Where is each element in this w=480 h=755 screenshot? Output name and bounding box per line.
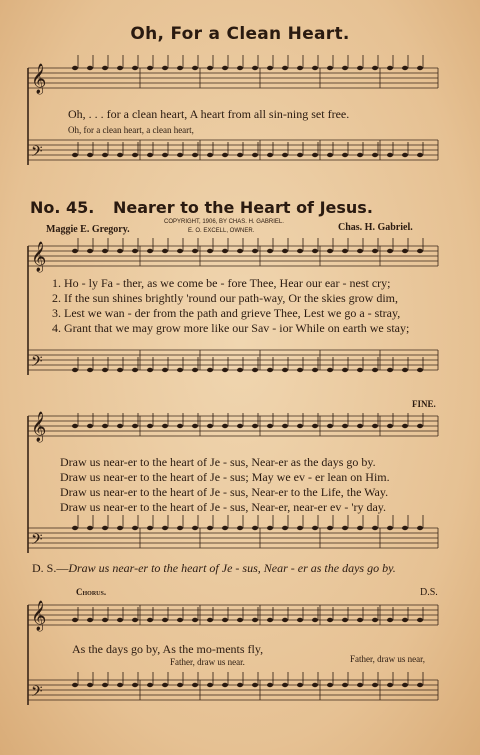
note-head: [357, 526, 363, 530]
note-head: [357, 249, 363, 253]
note-head: [87, 424, 93, 428]
note-head: [117, 683, 123, 687]
ds-mark: D.S.: [420, 587, 438, 598]
note-head: [327, 249, 333, 253]
ds-prefix: D. S.—: [32, 561, 69, 575]
treble-clef-icon: 𝄞: [31, 412, 47, 442]
note-head: [72, 526, 78, 530]
note-head: [417, 66, 423, 70]
note-head: [237, 683, 243, 687]
note-head: [207, 368, 213, 372]
hymn1-lyric-alt: Oh, for a clean heart, a clean heart,: [68, 125, 194, 135]
note-head: [357, 424, 363, 428]
note-head: [372, 249, 378, 253]
note-head: [177, 249, 183, 253]
refrain-line-3: Draw us near-er to the heart of Je - sus, Near-er to the Life, the Way.: [60, 485, 389, 499]
note-head: [222, 424, 228, 428]
note-head: [117, 153, 123, 157]
note-head: [252, 526, 258, 530]
note-head: [327, 526, 333, 530]
note-head: [342, 526, 348, 530]
note-head: [87, 683, 93, 687]
note-head: [102, 66, 108, 70]
bass-clef-icon: 𝄢: [31, 531, 43, 552]
note-head: [297, 249, 303, 253]
note-head: [132, 368, 138, 372]
note-head: [312, 153, 318, 157]
note-head: [267, 249, 273, 253]
note-head: [237, 618, 243, 622]
note-head: [147, 368, 153, 372]
note-head: [372, 683, 378, 687]
note-head: [282, 526, 288, 530]
note-head: [267, 153, 273, 157]
note-head: [402, 153, 408, 157]
note-head: [177, 368, 183, 372]
note-head: [72, 618, 78, 622]
note-head: [402, 66, 408, 70]
note-head: [267, 618, 273, 622]
note-head: [132, 153, 138, 157]
note-head: [387, 526, 393, 530]
note-head: [162, 153, 168, 157]
note-head: [192, 153, 198, 157]
note-head: [357, 618, 363, 622]
note-head: [252, 683, 258, 687]
note-head: [192, 526, 198, 530]
note-head: [252, 618, 258, 622]
copyright-line1: COPYRIGHT, 1906, BY CHAS. H. GABRIEL.: [164, 219, 284, 225]
note-head: [102, 526, 108, 530]
note-head: [87, 249, 93, 253]
note-head: [402, 368, 408, 372]
refrain-line-4: Draw us near-er to the heart of Je - sus, Near-er, near-er ev - 'ry day.: [60, 500, 387, 514]
refrain-line-2: Draw us near-er to the heart of Je - sus; May we ev - er lean on Him.: [60, 470, 390, 484]
note-head: [87, 368, 93, 372]
note-head: [372, 66, 378, 70]
verse-2: 2. If the sun shines brightly 'round our path-way, Or the skies grow dim,: [52, 291, 398, 305]
note-head: [162, 249, 168, 253]
note-head: [297, 618, 303, 622]
note-head: [222, 153, 228, 157]
hymn-number: No. 45.: [30, 198, 95, 217]
note-head: [267, 424, 273, 428]
note-head: [312, 618, 318, 622]
note-head: [387, 424, 393, 428]
note-head: [282, 153, 288, 157]
note-head: [282, 683, 288, 687]
note-head: [132, 526, 138, 530]
note-head: [207, 683, 213, 687]
note-head: [267, 66, 273, 70]
note-head: [132, 424, 138, 428]
composer: Chas. H. Gabriel.: [338, 222, 413, 233]
note-head: [282, 368, 288, 372]
ds-lyric: Draw us near-er to the heart of Je - sus, Near - er as the days go by.: [68, 561, 396, 575]
note-head: [297, 66, 303, 70]
note-head: [267, 526, 273, 530]
note-head: [417, 526, 423, 530]
note-head: [342, 153, 348, 157]
note-head: [222, 526, 228, 530]
note-head: [117, 368, 123, 372]
note-head: [192, 618, 198, 622]
note-head: [87, 153, 93, 157]
note-head: [342, 66, 348, 70]
note-head: [372, 526, 378, 530]
bass-clef-icon: 𝄢: [31, 683, 43, 704]
note-head: [147, 526, 153, 530]
note-head: [357, 683, 363, 687]
note-head: [147, 153, 153, 157]
note-head: [297, 368, 303, 372]
note-head: [177, 424, 183, 428]
note-head: [72, 66, 78, 70]
bass-clef-icon: 𝄢: [31, 353, 43, 374]
note-head: [252, 424, 258, 428]
note-head: [117, 526, 123, 530]
note-head: [132, 66, 138, 70]
note-head: [87, 526, 93, 530]
note-head: [327, 66, 333, 70]
note-head: [357, 66, 363, 70]
note-head: [177, 683, 183, 687]
note-head: [327, 368, 333, 372]
note-head: [207, 618, 213, 622]
note-head: [102, 618, 108, 622]
note-head: [102, 249, 108, 253]
note-head: [162, 424, 168, 428]
note-head: [132, 618, 138, 622]
note-head: [387, 66, 393, 70]
note-head: [342, 618, 348, 622]
note-head: [312, 368, 318, 372]
bass-clef-icon: 𝄢: [31, 143, 43, 164]
note-head: [327, 618, 333, 622]
note-head: [222, 249, 228, 253]
note-head: [297, 153, 303, 157]
note-head: [192, 66, 198, 70]
note-head: [237, 368, 243, 372]
note-head: [252, 249, 258, 253]
note-head: [192, 368, 198, 372]
note-head: [267, 683, 273, 687]
note-head: [342, 683, 348, 687]
hymn2-title: Nearer to the Heart of Jesus.: [113, 198, 373, 217]
author: Maggie E. Gregory.: [46, 224, 130, 235]
note-head: [342, 249, 348, 253]
note-head: [177, 66, 183, 70]
note-head: [402, 683, 408, 687]
note-head: [117, 66, 123, 70]
note-head: [417, 153, 423, 157]
note-head: [207, 249, 213, 253]
note-head: [387, 368, 393, 372]
note-head: [417, 424, 423, 428]
note-head: [162, 618, 168, 622]
note-head: [207, 66, 213, 70]
note-head: [387, 683, 393, 687]
note-head: [177, 526, 183, 530]
note-head: [372, 368, 378, 372]
note-head: [192, 683, 198, 687]
note-head: [312, 424, 318, 428]
note-head: [207, 526, 213, 530]
note-head: [162, 526, 168, 530]
note-head: [147, 683, 153, 687]
note-head: [222, 66, 228, 70]
note-head: [237, 526, 243, 530]
note-head: [147, 424, 153, 428]
note-head: [417, 618, 423, 622]
note-head: [162, 368, 168, 372]
treble-clef-icon: 𝄞: [31, 242, 47, 272]
verse-4: 4. Grant that we may grow more like our Sav - ior While on earth we stay;: [52, 321, 410, 335]
note-head: [297, 683, 303, 687]
note-head: [72, 368, 78, 372]
note-head: [387, 153, 393, 157]
note-head: [282, 618, 288, 622]
note-head: [417, 368, 423, 372]
chorus-line-2b: Father, draw us near,: [350, 654, 426, 664]
note-head: [387, 249, 393, 253]
note-head: [207, 153, 213, 157]
note-head: [147, 249, 153, 253]
note-head: [252, 368, 258, 372]
note-head: [177, 618, 183, 622]
note-head: [237, 424, 243, 428]
note-head: [312, 66, 318, 70]
note-head: [147, 618, 153, 622]
note-head: [117, 618, 123, 622]
note-head: [132, 683, 138, 687]
note-head: [342, 424, 348, 428]
note-head: [297, 526, 303, 530]
note-head: [237, 153, 243, 157]
note-head: [222, 368, 228, 372]
hymn1-lyric-main: Oh, . . . for a clean heart, A heart from all sin-ning set free.: [68, 107, 350, 121]
treble-clef-icon: 𝄞: [31, 601, 47, 631]
note-head: [72, 424, 78, 428]
note-head: [72, 683, 78, 687]
note-head: [312, 526, 318, 530]
note-head: [252, 153, 258, 157]
note-head: [222, 618, 228, 622]
note-head: [162, 66, 168, 70]
fine-mark: FINE.: [412, 399, 436, 409]
note-head: [342, 368, 348, 372]
treble-clef-icon: 𝄞: [31, 64, 47, 94]
note-head: [102, 424, 108, 428]
note-head: [147, 66, 153, 70]
verse-1: 1. Ho - ly Fa - ther, as we come be - fore Thee, Hear our ear - nest cry;: [52, 276, 391, 290]
note-head: [417, 683, 423, 687]
note-head: [402, 618, 408, 622]
chorus-line-1: As the days go by, As the mo-ments fly,: [72, 642, 264, 656]
note-head: [297, 424, 303, 428]
note-head: [387, 618, 393, 622]
note-head: [192, 424, 198, 428]
note-head: [327, 683, 333, 687]
note-head: [87, 618, 93, 622]
copyright-line2: E. O. EXCELL, OWNER.: [188, 228, 255, 234]
note-head: [222, 683, 228, 687]
note-head: [117, 424, 123, 428]
note-head: [282, 66, 288, 70]
refrain-line-1: Draw us near-er to the heart of Je - sus, Near-er as the days go by.: [60, 455, 376, 469]
note-head: [402, 249, 408, 253]
note-head: [267, 368, 273, 372]
note-head: [87, 66, 93, 70]
note-head: [402, 526, 408, 530]
note-head: [102, 153, 108, 157]
note-head: [72, 249, 78, 253]
chorus-label: Chorus.: [76, 587, 107, 597]
chorus-line-2a: Father, draw us near.: [170, 657, 245, 667]
note-head: [282, 249, 288, 253]
note-head: [207, 424, 213, 428]
note-head: [102, 368, 108, 372]
ds-line: [32, 561, 396, 576]
hymn1-title: Oh, For a Clean Heart.: [130, 24, 350, 44]
note-head: [402, 424, 408, 428]
note-head: [177, 153, 183, 157]
note-head: [102, 683, 108, 687]
note-head: [162, 683, 168, 687]
note-head: [312, 683, 318, 687]
note-head: [327, 424, 333, 428]
note-head: [72, 153, 78, 157]
note-head: [237, 249, 243, 253]
note-head: [372, 424, 378, 428]
note-head: [132, 249, 138, 253]
note-head: [252, 66, 258, 70]
note-head: [357, 153, 363, 157]
note-head: [117, 249, 123, 253]
note-head: [417, 249, 423, 253]
note-head: [192, 249, 198, 253]
note-head: [237, 66, 243, 70]
note-head: [327, 153, 333, 157]
note-head: [372, 153, 378, 157]
note-head: [312, 249, 318, 253]
note-head: [372, 618, 378, 622]
verse-3: 3. Lest we wan - der from the path and grieve Thee, Lest we go a - stray,: [52, 306, 401, 320]
note-head: [282, 424, 288, 428]
note-head: [357, 368, 363, 372]
